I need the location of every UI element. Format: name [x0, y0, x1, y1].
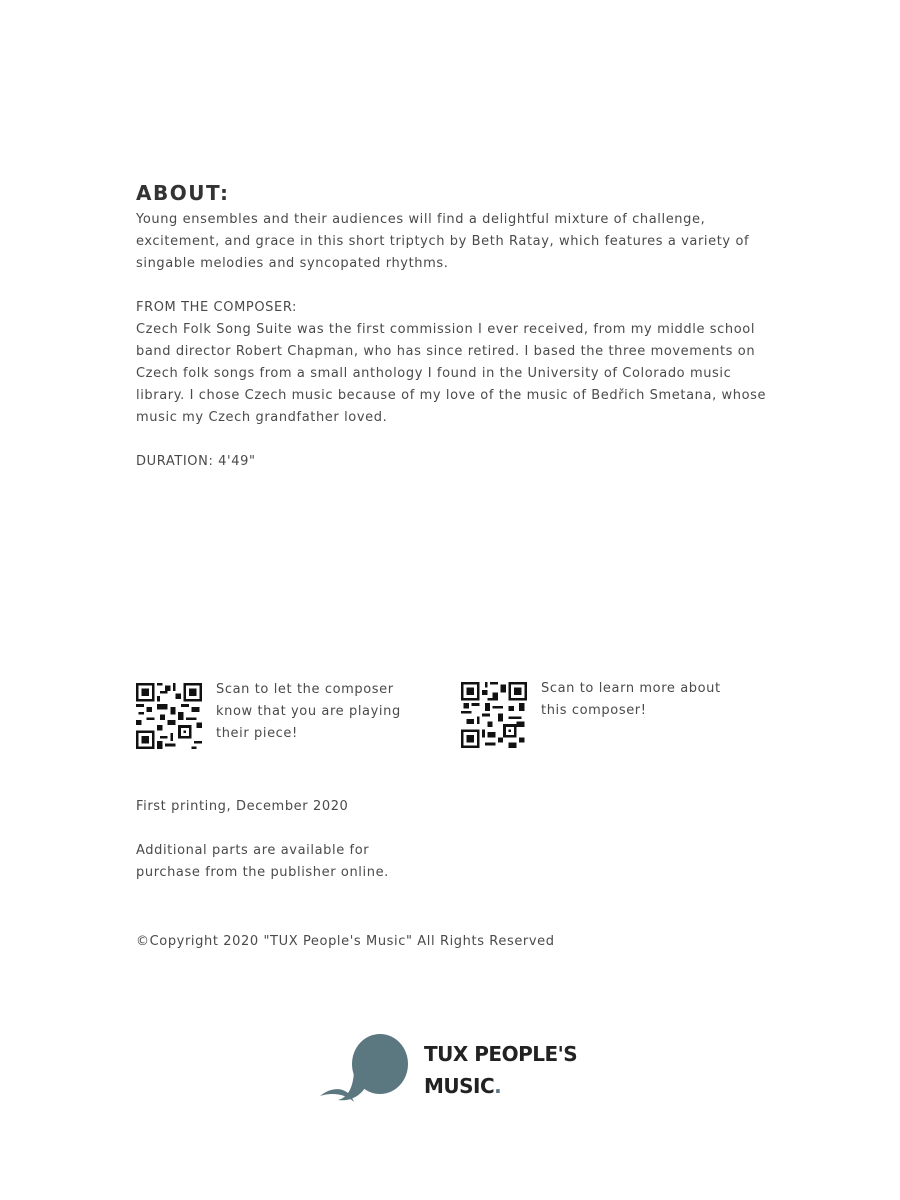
about-heading: ABOUT:	[136, 181, 230, 205]
parts-text: Additional parts are available for purchase from the publisher online.	[136, 843, 389, 880]
printing-section	[136, 796, 776, 818]
logo-line-2-text: MUSIC	[424, 1074, 495, 1098]
logo-line-2	[424, 1070, 577, 1102]
qr-caption-playing: Scan to let the composer know that you are playing their piece!	[216, 682, 401, 741]
qr-code-icon[interactable]	[136, 683, 202, 749]
logo-dot: .	[494, 1074, 502, 1098]
logo-wordmark	[424, 1038, 577, 1102]
copyright-text: ©Copyright 2020 "TUX People's Music" All Rights Reserved	[136, 934, 555, 949]
copyright-section	[136, 931, 776, 953]
duration-text: DURATION: 4'49"	[136, 454, 256, 469]
printing-text: First printing, December 2020	[136, 799, 349, 814]
speech-bubble-logo-icon	[318, 1028, 410, 1108]
qr-code-icon[interactable]	[461, 682, 527, 748]
publisher-logo	[318, 1028, 577, 1108]
composer-section	[136, 297, 776, 429]
composer-heading: FROM THE COMPOSER:	[136, 300, 298, 315]
qr-block-playing	[136, 683, 426, 749]
composer-text: Czech Folk Song Suite was the first commission I ever received, from my middle school band director Robert Chapman, who has since retired. I based the three movements on Czech folk songs from a small anthology I found in the University of Colorado music library. I chose Czech music because of my love of the music of Bedřich Smetana, whose music my Czech grandfather loved.	[136, 322, 767, 425]
qr-caption-learn: Scan to learn more about this composer!	[541, 681, 721, 718]
about-text: Young ensembles and their audiences will find a delightful mixture of challenge, excitement, and grace in this short triptych by Beth Ratay, which features a variety of singable melodies and syncopated rhythms.	[136, 212, 750, 271]
about-section	[136, 209, 776, 275]
logo-line-1: TUX PEOPLE'S	[424, 1042, 578, 1066]
parts-section	[136, 840, 436, 884]
qr-block-learn	[461, 682, 751, 748]
duration-section	[136, 451, 776, 473]
